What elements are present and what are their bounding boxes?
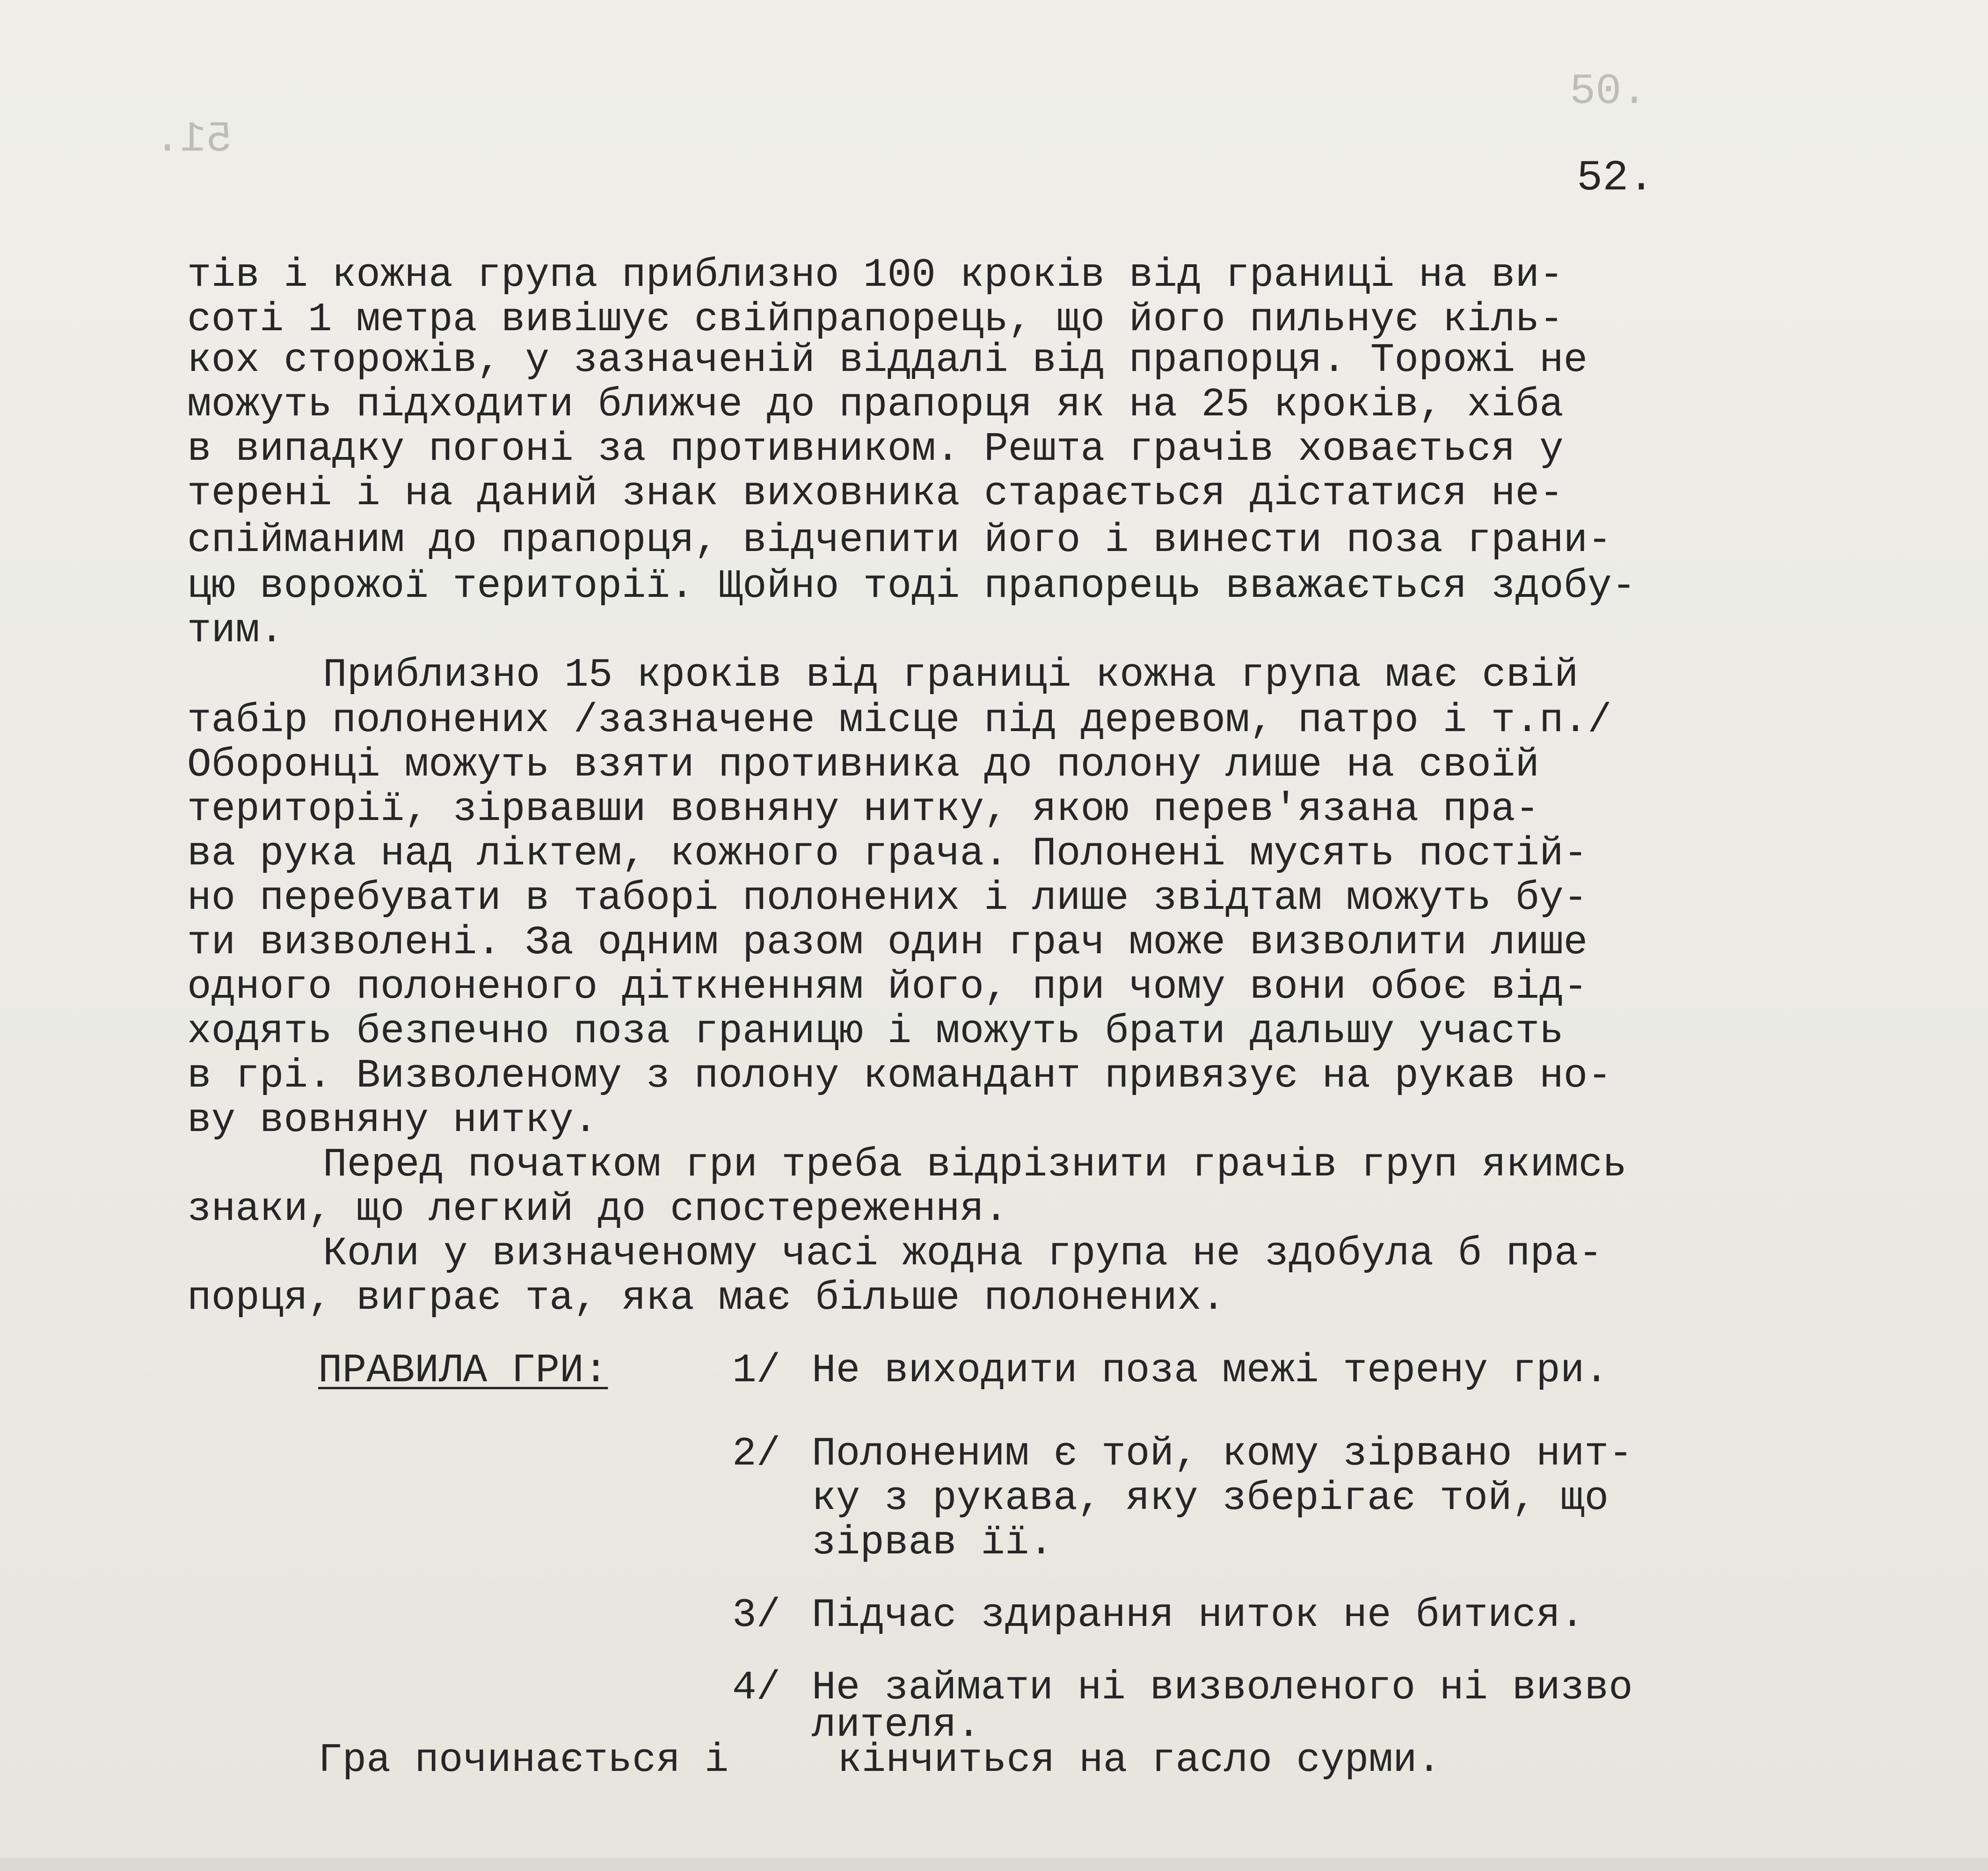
body-line: можуть підходити ближче до прапорця як на 25 кроків, хіба [187,382,1564,428]
rule-text: Не займати ні визволеного ні визво [812,1665,1633,1711]
body-line: но перебувати в таборі полонених і лише звідтам можуть бу- [187,875,1588,921]
rule-text: Полоненим є той, кому зірвано нит- [812,1431,1633,1477]
body-line: спійманим до прапорця, відчепити його і винести поза грани- [187,517,1612,563]
body-line: ходять безпечно поза границю і можуть брати дальшу участь [187,1008,1564,1054]
page-number: 52. [1577,153,1654,203]
rule-number: 3/ [732,1592,781,1638]
paragraph-line: Приблизно 15 кроків від границі кожна група має свій [323,652,1579,698]
body-line: соті 1 метра вивішує свійпрапорець, що його пильнує кіль- [187,297,1564,342]
body-line: одного полоненого діткненням його, при чому вони обоє від- [187,964,1588,1010]
rule-text: лителя. [812,1702,981,1748]
body-line: Оборонці можуть взяти противника до полону лише на своїй [187,742,1540,788]
body-line: ву вовняну нитку. [187,1097,598,1143]
rule-text: зірвав її. [812,1520,1054,1566]
rule-number: 2/ [732,1431,781,1477]
bleed-through-page-number: 51. [154,115,232,164]
body-line: табір полонених /зазначене місце під деревом, патро і т.п./ [187,697,1612,743]
body-line: ва рука над ліктем, кожного грача. Полонені мусять постій- [187,831,1588,877]
rules-heading: ПРАВИЛА ГРИ: [318,1348,608,1393]
body-line: тів і кожна група приблизно 100 кроків від границі на ви- [187,252,1564,298]
body-line: кох сторожів, у зазначеній віддалі від прапорця. Торожі не [187,337,1588,383]
closing-line-end: кінчиться на гасло сурми. [837,1737,1442,1783]
rule-number: 1/ [732,1348,781,1393]
body-line: цю ворожої території. Щойно тоді прапорець вважається здобу- [187,563,1636,609]
rule-text: ку з рукава, яку зберігає той, що [812,1475,1609,1521]
rule-text: Підчас здирання ниток не битися. [812,1592,1585,1638]
rule-number: 4/ [732,1665,781,1711]
rule-text: Не виходити поза межі терену гри. [812,1348,1609,1393]
paragraph-line: Коли у визначеному часі жодна група не здобула б пра- [323,1231,1603,1276]
body-line: території, зірвавши вовняну нитку, якою перев'язана пра- [187,786,1540,832]
paragraph-line: Перед початком гри треба відрізнити грачів груп якимсь [323,1142,1627,1188]
body-line: тим. [187,608,284,653]
body-line: знаки, що легкий до спостереження. [187,1186,1008,1232]
bleed-through-page-number: 50. [1570,67,1647,116]
body-line: в випадку погоні за противником. Решта грачів ховається у [187,426,1564,472]
body-line: терені і на даний знак виховника старається дістатися не- [187,471,1564,516]
body-line: ти визволені. За одним разом один грач може визволити лише [187,920,1588,965]
body-line: порця, виграє та, яка має більше полонених. [187,1275,1226,1321]
body-line: в грі. Визволеному з полону командант привязує на рукав но- [187,1053,1612,1099]
closing-line-start: Гра починається і [318,1737,729,1783]
page-bottom-edge [0,1858,1988,1871]
